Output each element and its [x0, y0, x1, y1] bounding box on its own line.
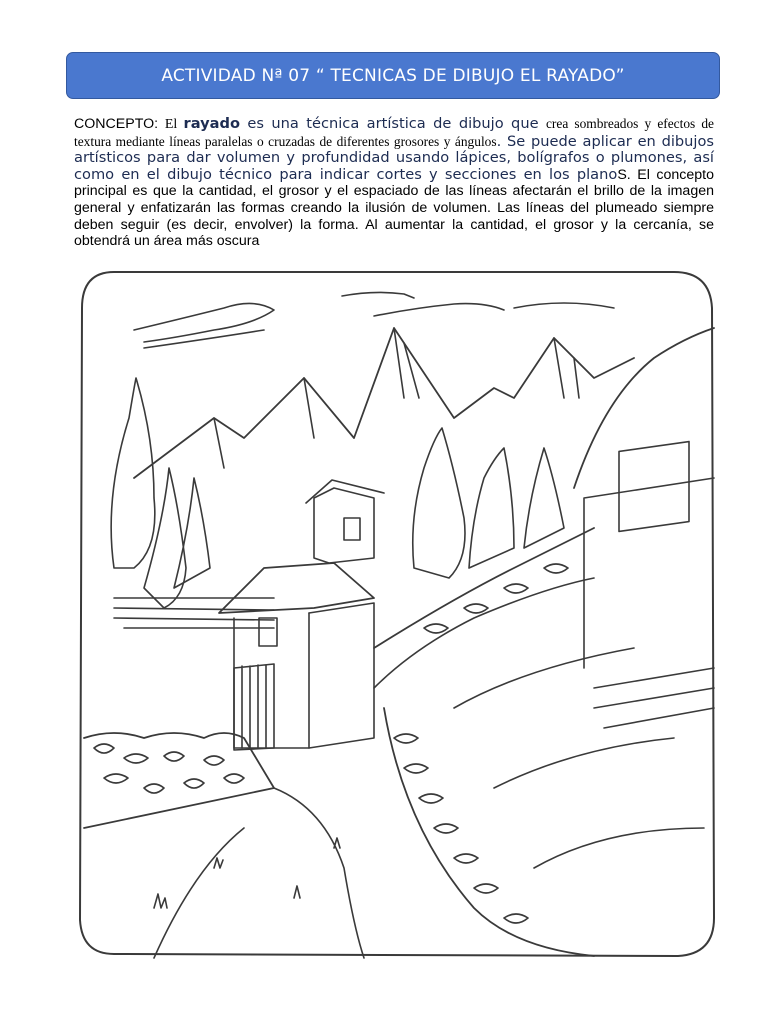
concept-text-4: . Se puede aplicar en dibujos artísticos para dar volumen y profundidad usando lápices, bolígrafos o plumones, así como en el dibujo técnico para indicar cortes y secciones en los plano	[74, 132, 714, 183]
grass	[154, 838, 340, 908]
landscape-illustration	[74, 268, 720, 960]
right-house-roof	[574, 328, 714, 488]
cloud	[342, 292, 414, 298]
road-wall	[374, 578, 594, 688]
tree	[524, 448, 564, 548]
house-wall	[234, 613, 309, 748]
concept-keyword: rayado	[183, 115, 240, 132]
frame	[80, 272, 714, 956]
concept-text-1: El	[164, 117, 184, 132]
house-window	[259, 618, 277, 646]
tree	[174, 478, 210, 588]
path-ground	[274, 788, 364, 958]
concept-label: CONCEPTO:	[74, 116, 165, 132]
tree	[469, 448, 514, 568]
tower-window	[344, 518, 360, 540]
mountain-shading	[214, 328, 579, 468]
tree	[111, 378, 155, 568]
concept-text-2: es una técnica artística de dibujo que	[239, 115, 546, 132]
house-front	[309, 603, 374, 748]
concept-text-3: crea sombreados y efectos de textura mediante líneas paralelas o cruzadas de diferentes grosores y ángulos	[74, 116, 715, 149]
right-house-bricks	[594, 668, 714, 728]
activity-title-banner	[66, 52, 720, 99]
cloud	[134, 303, 274, 342]
field-hatch	[114, 598, 274, 628]
right-house-wall	[584, 478, 714, 668]
road-wall	[374, 528, 594, 648]
stones	[94, 744, 244, 793]
tree	[144, 468, 186, 608]
concept-text-5: S. El concepto principal es que la cantidad, el grosor y el espaciado de las líneas afectarán el brillo de la imagen general y enfatizarán las formas creando la ilusión de volumen. Las líneas del plumeado siempre deben seguir (es decir, envolver) la forma. Al aumentar la cantidad, el grosor y la cercanía, se obtendrá un área más oscura	[74, 166, 714, 250]
tree	[413, 428, 465, 578]
road-wall	[384, 708, 594, 956]
cloud	[374, 304, 504, 316]
activity-title: ACTIVIDAD Nª 07 “ TECNICAS DE DIBUJO EL RAYADO”	[161, 65, 625, 86]
path-ground	[154, 828, 244, 958]
mountain	[134, 328, 634, 478]
concept-paragraph	[74, 116, 714, 250]
road	[454, 648, 704, 868]
house-roof	[219, 563, 374, 613]
landscape-sketch	[74, 268, 720, 960]
cloud	[514, 303, 614, 308]
stones	[394, 564, 568, 923]
